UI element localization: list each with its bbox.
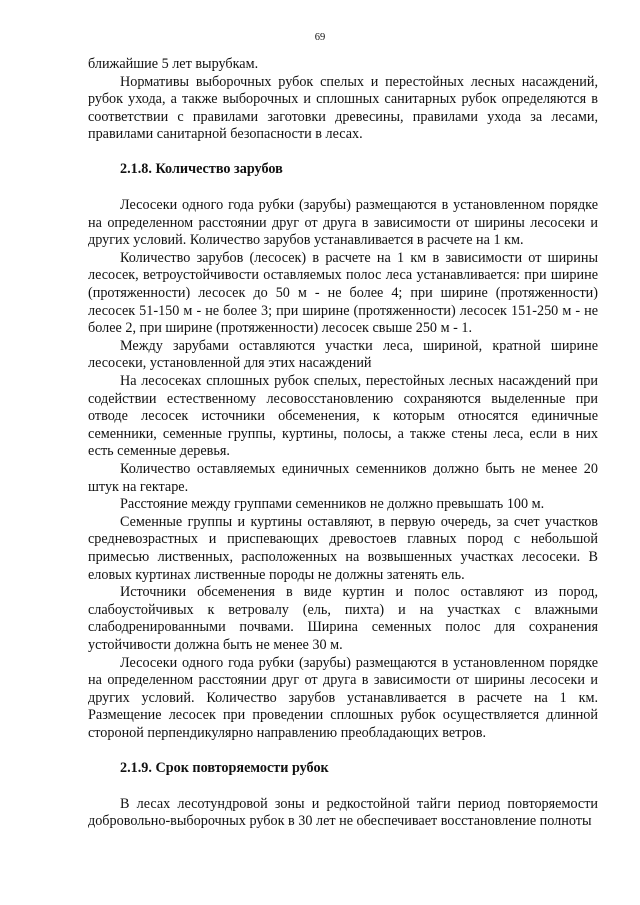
- paragraph: На лесосеках сплошных рубок спелых, перестойных лесных насаждений при содействии естественному лесовосстановлению сохраняются выделенные при отводе лесосек источники обсеменения, к которым относятся единичные семенники, семенные группы, куртины, полосы, а также стены леса, если в них есть семенные деревья.: [88, 373, 598, 460]
- paragraph: В лесах лесотундровой зоны и редкостойной тайги период повторяемости добровольно-выборочных рубок в 30 лет не обеспечивает восстановление полноты: [88, 795, 598, 830]
- paragraph: Источники обсеменения в виде куртин и полос оставляют из пород, слабоустойчивых к ветровалу (ель, пихта) и на участках с влажными слабодренированными почвами. Ширина семенных полос для сохранения устойчивости должна быть не менее 30 м.: [88, 584, 598, 653]
- paragraph: ближайшие 5 лет вырубкам.: [88, 56, 259, 72]
- paragraph: Лесосеки одного года рубки (зарубы) размещаются в установленном порядке на определенном расстоянии друг от друга в зависимости от ширины лесосеки и других условий. Количество зарубов устанавливается в расчете на 1 км. Размещение лесосек при проведении сплошных рубок осуществляется длинной стороной перпендикулярно направлению преобладающих ветров.: [88, 654, 598, 741]
- paragraph: Лесосеки одного года рубки (зарубы) размещаются в установленном порядке на определенном расстоянии друг от друга в зависимости от ширины лесосеки и других условий. Количество зарубов устанавливается в расчете на 1 км.: [88, 197, 598, 249]
- section-heading: 2.1.8. Количество зарубов: [120, 161, 283, 178]
- paragraph: Количество зарубов (лесосек) в расчете на 1 км в зависимости от ширины лесосек, ветроустойчивости оставляемых полос леса устанавливается: при ширине (протяженности) лесосек до 50 м - не более 4; при ширине (протяженности) лесосек 51-150 м - не более 3; при ширине (протяженности) лесосек 151-250 м - не более 2, при ширине (протяженности) лесосек свыше 250 м - 1.: [88, 249, 598, 337]
- paragraph: Семенные группы и куртины оставляют, в первую очередь, за счет участков средневозрастных и приспевающих древостоев главных пород с небольшой примесью лиственных, расположенных на возвышенных участках лесосеки. В еловых куртинах лиственные породы не должны затенять ель.: [88, 513, 598, 583]
- paragraph: Между зарубами оставляются участки леса, шириной, кратной ширине лесосеки, установленной для этих насаждений: [88, 337, 598, 372]
- page-number: 69: [314, 32, 326, 43]
- body-text: [88, 56, 598, 831]
- paragraph: Нормативы выборочных рубок спелых и перестойных лесных насаждений, рубок ухода, а также выборочных и сплошных санитарных рубок определяются в соответствии с правилами заготовки древесины, правилами ухода за лесами, правилами санитарной безопасности в лесах.: [88, 73, 598, 143]
- paragraph: Количество оставляемых единичных семенников должно быть не менее 20 штук на гектаре.: [88, 460, 598, 495]
- section-heading: 2.1.9. Срок повторяемости рубок: [120, 759, 329, 776]
- paragraph: Расстояние между группами семенников не должно превышать 100 м.: [120, 496, 545, 513]
